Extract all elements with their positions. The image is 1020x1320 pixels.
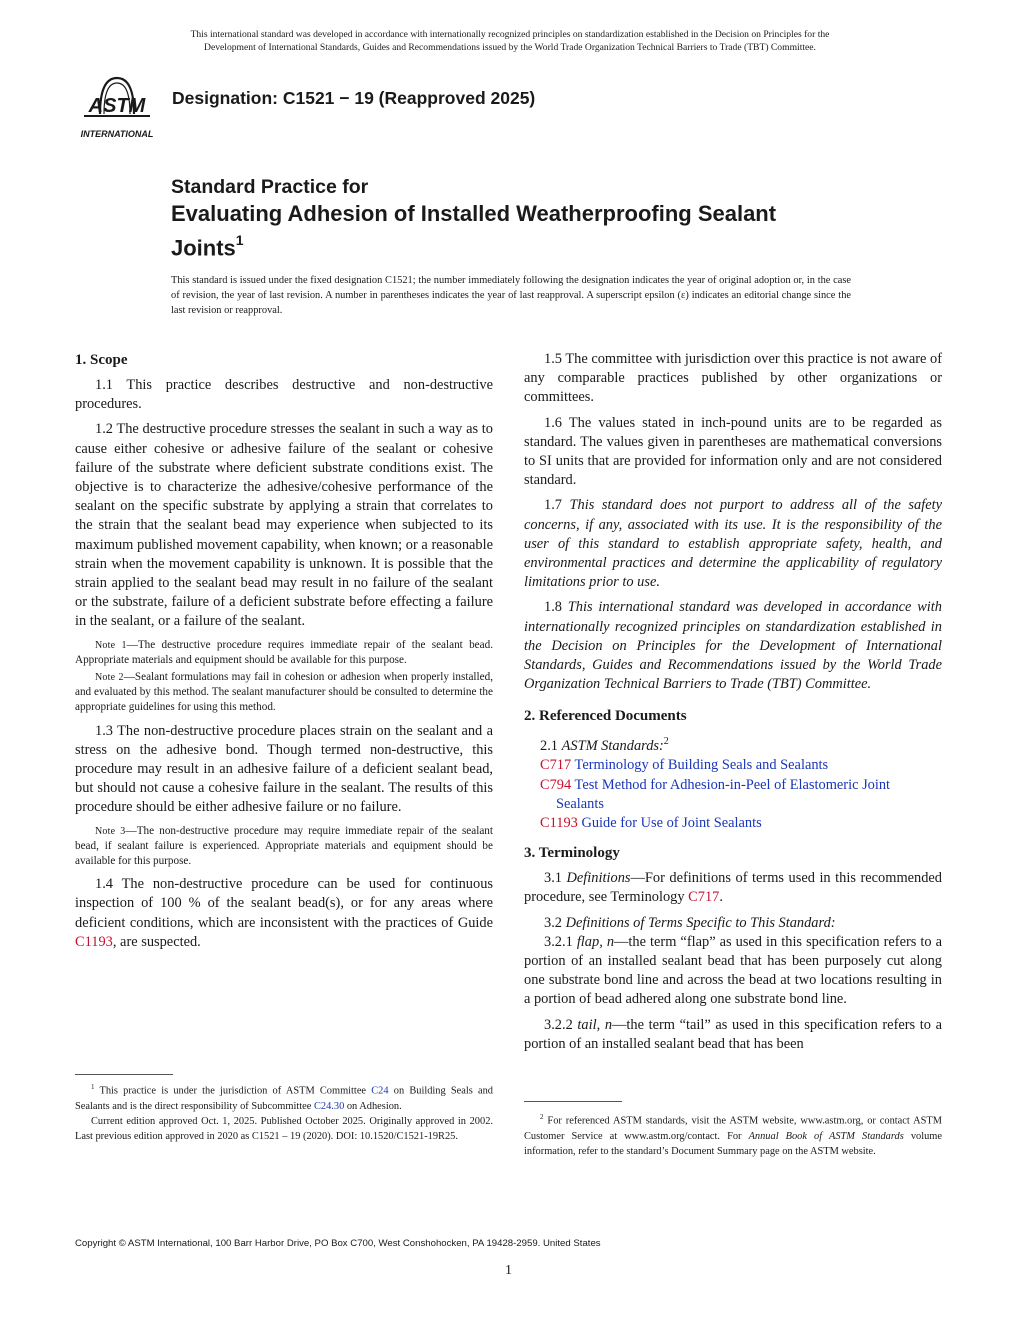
logo-letters: ASTM	[88, 95, 146, 117]
paragraph-1-6: 1.6 The values stated in inch-pound units are to be regarded as standard. The values given in parentheses are mathematical conversions to SI units that are provided for information only and are not considered standard.	[524, 414, 942, 489]
note-1-text: —The destructive procedure requires immediate repair of the sealant bead. Appropriate materials and equipment should be available for this purpose.	[75, 638, 493, 666]
paragraph-3-2-2-num: 3.2.2	[544, 1016, 578, 1033]
footnote-1-part-b: on Building Seals and Sealants and is the direct responsibility of Subcommittee	[75, 1085, 493, 1112]
title-line-3	[171, 228, 951, 262]
footnote-2-mark: 2	[540, 1113, 544, 1121]
reference-item[interactable]	[524, 814, 942, 833]
paragraph-3-1-num: 3.1	[544, 870, 567, 887]
reference-title[interactable]: Test Method for Adhesion-in-Peel of Elastomeric Joint	[574, 776, 891, 793]
footnote-divider-left	[75, 1074, 173, 1075]
note-3	[75, 824, 493, 870]
note-2	[75, 670, 493, 716]
reference-code[interactable]: C1193	[540, 815, 578, 832]
title-footnote-mark: 1	[235, 232, 244, 248]
reference-item[interactable]	[524, 756, 942, 775]
paragraph-1-8-num: 1.8	[544, 599, 568, 616]
link-c24-30[interactable]: C24.30	[313, 1100, 345, 1112]
footnote-1-edition: Current edition approved Oct. 1, 2025. Published October 2025. Originally approved in 2002. Last previous edition approved in 2020 as C1521 – 19 (2020). DOI: 10.1520/C1521-19R25.	[75, 1115, 493, 1143]
copyright-line: Copyright © ASTM International, 100 Barr Harbor Drive, PO Box C700, West Conshohocken, PA 19428-2959. United States	[75, 1238, 601, 1249]
link-c717[interactable]: C717	[688, 889, 720, 906]
term-tail: tail, n	[577, 1016, 613, 1033]
footnote-2-part-a: For referenced ASTM standards, visit the ASTM website, www.astm.org, or contact ASTM Customer Service at www.astm.org/contact. For	[524, 1115, 942, 1142]
paragraph-1-3: 1.3 The non-destructive procedure places strain on the sealant and a stress on the adhesive bond. Though termed non-destructive, this procedure may result in an adhesive failure of a deficient sealant bead, but should not cause a cohesive failure in the sealant. The results of this procedure should be either adhesive failure or no failure.	[75, 722, 493, 816]
paragraph-1-2: 1.2 The destructive procedure stresses the sealant in such a way as to cause either cohesive or adhesive failure of the sealant or cohesive failure of the substrate where deficient substrate conditions exist. The objective is to characterize the adhesive/cohesive performance of the sealant on the specific substrate by applying a strain that correlates to the strain that the sealant bead may experience when subjected to its maximum published movement capability, when known; or a reasonable strain when the movement capability is unknown. It is possible that the strain applied to the sealant bead may result in no failure of the sealant or the substrate, failure of a deficient substrate before effecting a failure in the sealant, or a failure of the sealant.	[75, 421, 493, 630]
paragraph-3-2-1	[524, 933, 942, 1010]
page-number: 1	[505, 1263, 512, 1278]
section-heading-referenced-documents: 2. Referenced Documents	[524, 708, 687, 725]
footnote-1-part-c: on Adhesion.	[344, 1100, 402, 1112]
astm-logo-icon	[74, 70, 160, 144]
referenced-intro	[524, 732, 942, 756]
title-line-3-text: Joints	[171, 235, 236, 261]
issue-note: This standard is issued under the fixed designation C1521; the number immediately following the designation indicates the year of original adoption or, in the case of revision, the year of last revision. A number in parentheses indicates the year of last reapproval. A superscript epsilon (ε) indicates an editorial change since the last revision or reapproval.	[171, 275, 851, 317]
reference-code[interactable]: C794	[540, 776, 572, 793]
paragraph-3-1-label: Definitions	[566, 870, 631, 887]
logo-caption: INTERNATIONAL	[80, 129, 154, 139]
referenced-intro-text: ASTM Standards:	[561, 738, 664, 755]
title-line-2: Evaluating Adhesion of Installed Weatherproofing Sealant	[171, 201, 777, 226]
footnote-2-text	[524, 1110, 942, 1159]
reference-title[interactable]: Guide for Use of Joint Sealants	[581, 815, 762, 832]
reference-title[interactable]: Terminology of Building Seals and Sealants	[574, 757, 829, 774]
footnote-1-mark: 1	[91, 1083, 95, 1091]
note-1	[75, 638, 493, 668]
paragraph-1-7	[524, 496, 942, 592]
paragraph-3-2-2-text: —the term “tail” as used in this specification refers to a portion of an installed sealant bead that has been	[524, 1016, 942, 1052]
referenced-intro-sup: 2	[663, 736, 669, 748]
link-c24[interactable]: C24	[371, 1085, 389, 1097]
paragraph-3-1-end: .	[719, 889, 723, 906]
paragraph-3-2-2	[524, 1016, 942, 1054]
link-c1193[interactable]: C1193	[75, 933, 113, 950]
paragraph-3-2-num: 3.2	[544, 914, 566, 931]
paragraph-3-1	[524, 869, 942, 907]
paragraph-3-2-label: Definitions of Terms Specific to This Standard:	[565, 914, 836, 931]
paragraph-1-4-text-a: 1.4 The non-destructive procedure can be used for continuous inspection of 100 % of the sealant bead(s), or for any areas where deficient conditions, which are inconsistent with the practices of Guide	[75, 876, 493, 931]
footnote-1-text	[75, 1080, 493, 1114]
paragraph-1-7-text: This standard does not purport to address all of the safety concerns, if any, associated with its use. It is the responsibility of the user of this standard to establish appropriate safety, health, and environmental practices and determine the applicability of regulatory limitations prior to use.	[524, 497, 942, 591]
paragraph-1-4	[75, 875, 493, 952]
note-2-text: —Sealant formulations may fail in cohesion or adhesion when properly installed, and evaluated by this method. The sealant manufacturer should be consulted to determine the appropriate guidelines for using this method.	[75, 671, 493, 714]
note-2-label: Note 2	[95, 672, 124, 684]
document-title	[171, 174, 951, 262]
footnote-1-part-a: This practice is under the jurisdiction of ASTM Committee	[94, 1085, 372, 1097]
footnote-2	[524, 1110, 942, 1159]
footnote-1	[75, 1080, 493, 1144]
referenced-intro-num: 2.1	[540, 738, 562, 755]
footnote-2-part-b: volume information, refer to the standard’s Document Summary page on the ASTM website.	[524, 1130, 943, 1157]
right-column	[524, 350, 942, 1060]
international-standard-notice	[70, 28, 950, 54]
left-column	[75, 350, 493, 958]
paragraph-1-8	[524, 598, 942, 694]
reference-code[interactable]: C717	[540, 757, 572, 774]
paragraph-3-2-1-num: 3.2.1	[544, 933, 577, 950]
paragraph-1-4-text-b: , are suspected.	[112, 933, 201, 950]
note-1-label: Note 1	[95, 639, 127, 651]
designation: Designation: C1521 − 19 (Reapproved 2025)	[172, 88, 536, 108]
reference-item[interactable]	[524, 776, 942, 814]
section-heading-terminology: 3. Terminology	[524, 845, 620, 862]
reference-title-continued[interactable]: Sealants	[556, 795, 604, 812]
footnote-divider-right	[524, 1101, 622, 1102]
paragraph-3-2-1-text: —the term “flap” as used in this specification refers to a portion of an installed sealant bead that has been purposely cut along one substrate bond line and across the bead at two locations resulting in a portion of bead adhered along one substrate bond line.	[524, 933, 942, 1008]
notice-line-1: This international standard was developed in accordance with internationally recognized principles on standardization established in the Decision on Principles for the	[190, 29, 830, 40]
note-3-text: —The non-destructive procedure may require immediate repair of the sealant bead, if sealant failure is experienced. Appropriate materials and equipment should be available for this purpose.	[75, 824, 494, 868]
paragraph-1-5: 1.5 The committee with jurisdiction over this practice is not aware of any comparable practices published by other organizations or committees.	[524, 351, 942, 406]
paragraph-3-1-text: —For definitions of terms used in this recommended procedure, see Terminology	[524, 870, 942, 906]
astm-international-logo	[74, 70, 160, 144]
term-flap: flap, n	[576, 933, 615, 950]
paragraph-1-7-num: 1.7	[544, 497, 570, 514]
footnote-2-italic: Annual Book of ASTM Standards	[748, 1130, 904, 1142]
note-3-label: Note 3	[95, 825, 126, 837]
paragraph-1-8-text: This international standard was developed in accordance with internationally recognized principles on standardization established in the Decision on Principles for the Development of International Standards, Guides and Recommendations issued by the World Trade Organization Technical Barriers to Trade (TBT) Committee.	[524, 599, 942, 693]
notice-line-2: Development of International Standards, Guides and Recommendations issued by the World Trade Organization Technical Barriers to Trade (TBT) Committee.	[204, 42, 816, 53]
paragraph-3-2	[524, 914, 942, 933]
title-line-1: Standard Practice for	[171, 176, 369, 198]
paragraph-1-1: 1.1 This practice describes destructive and non-destructive procedures.	[75, 377, 493, 413]
section-heading-scope: 1. Scope	[75, 352, 128, 368]
